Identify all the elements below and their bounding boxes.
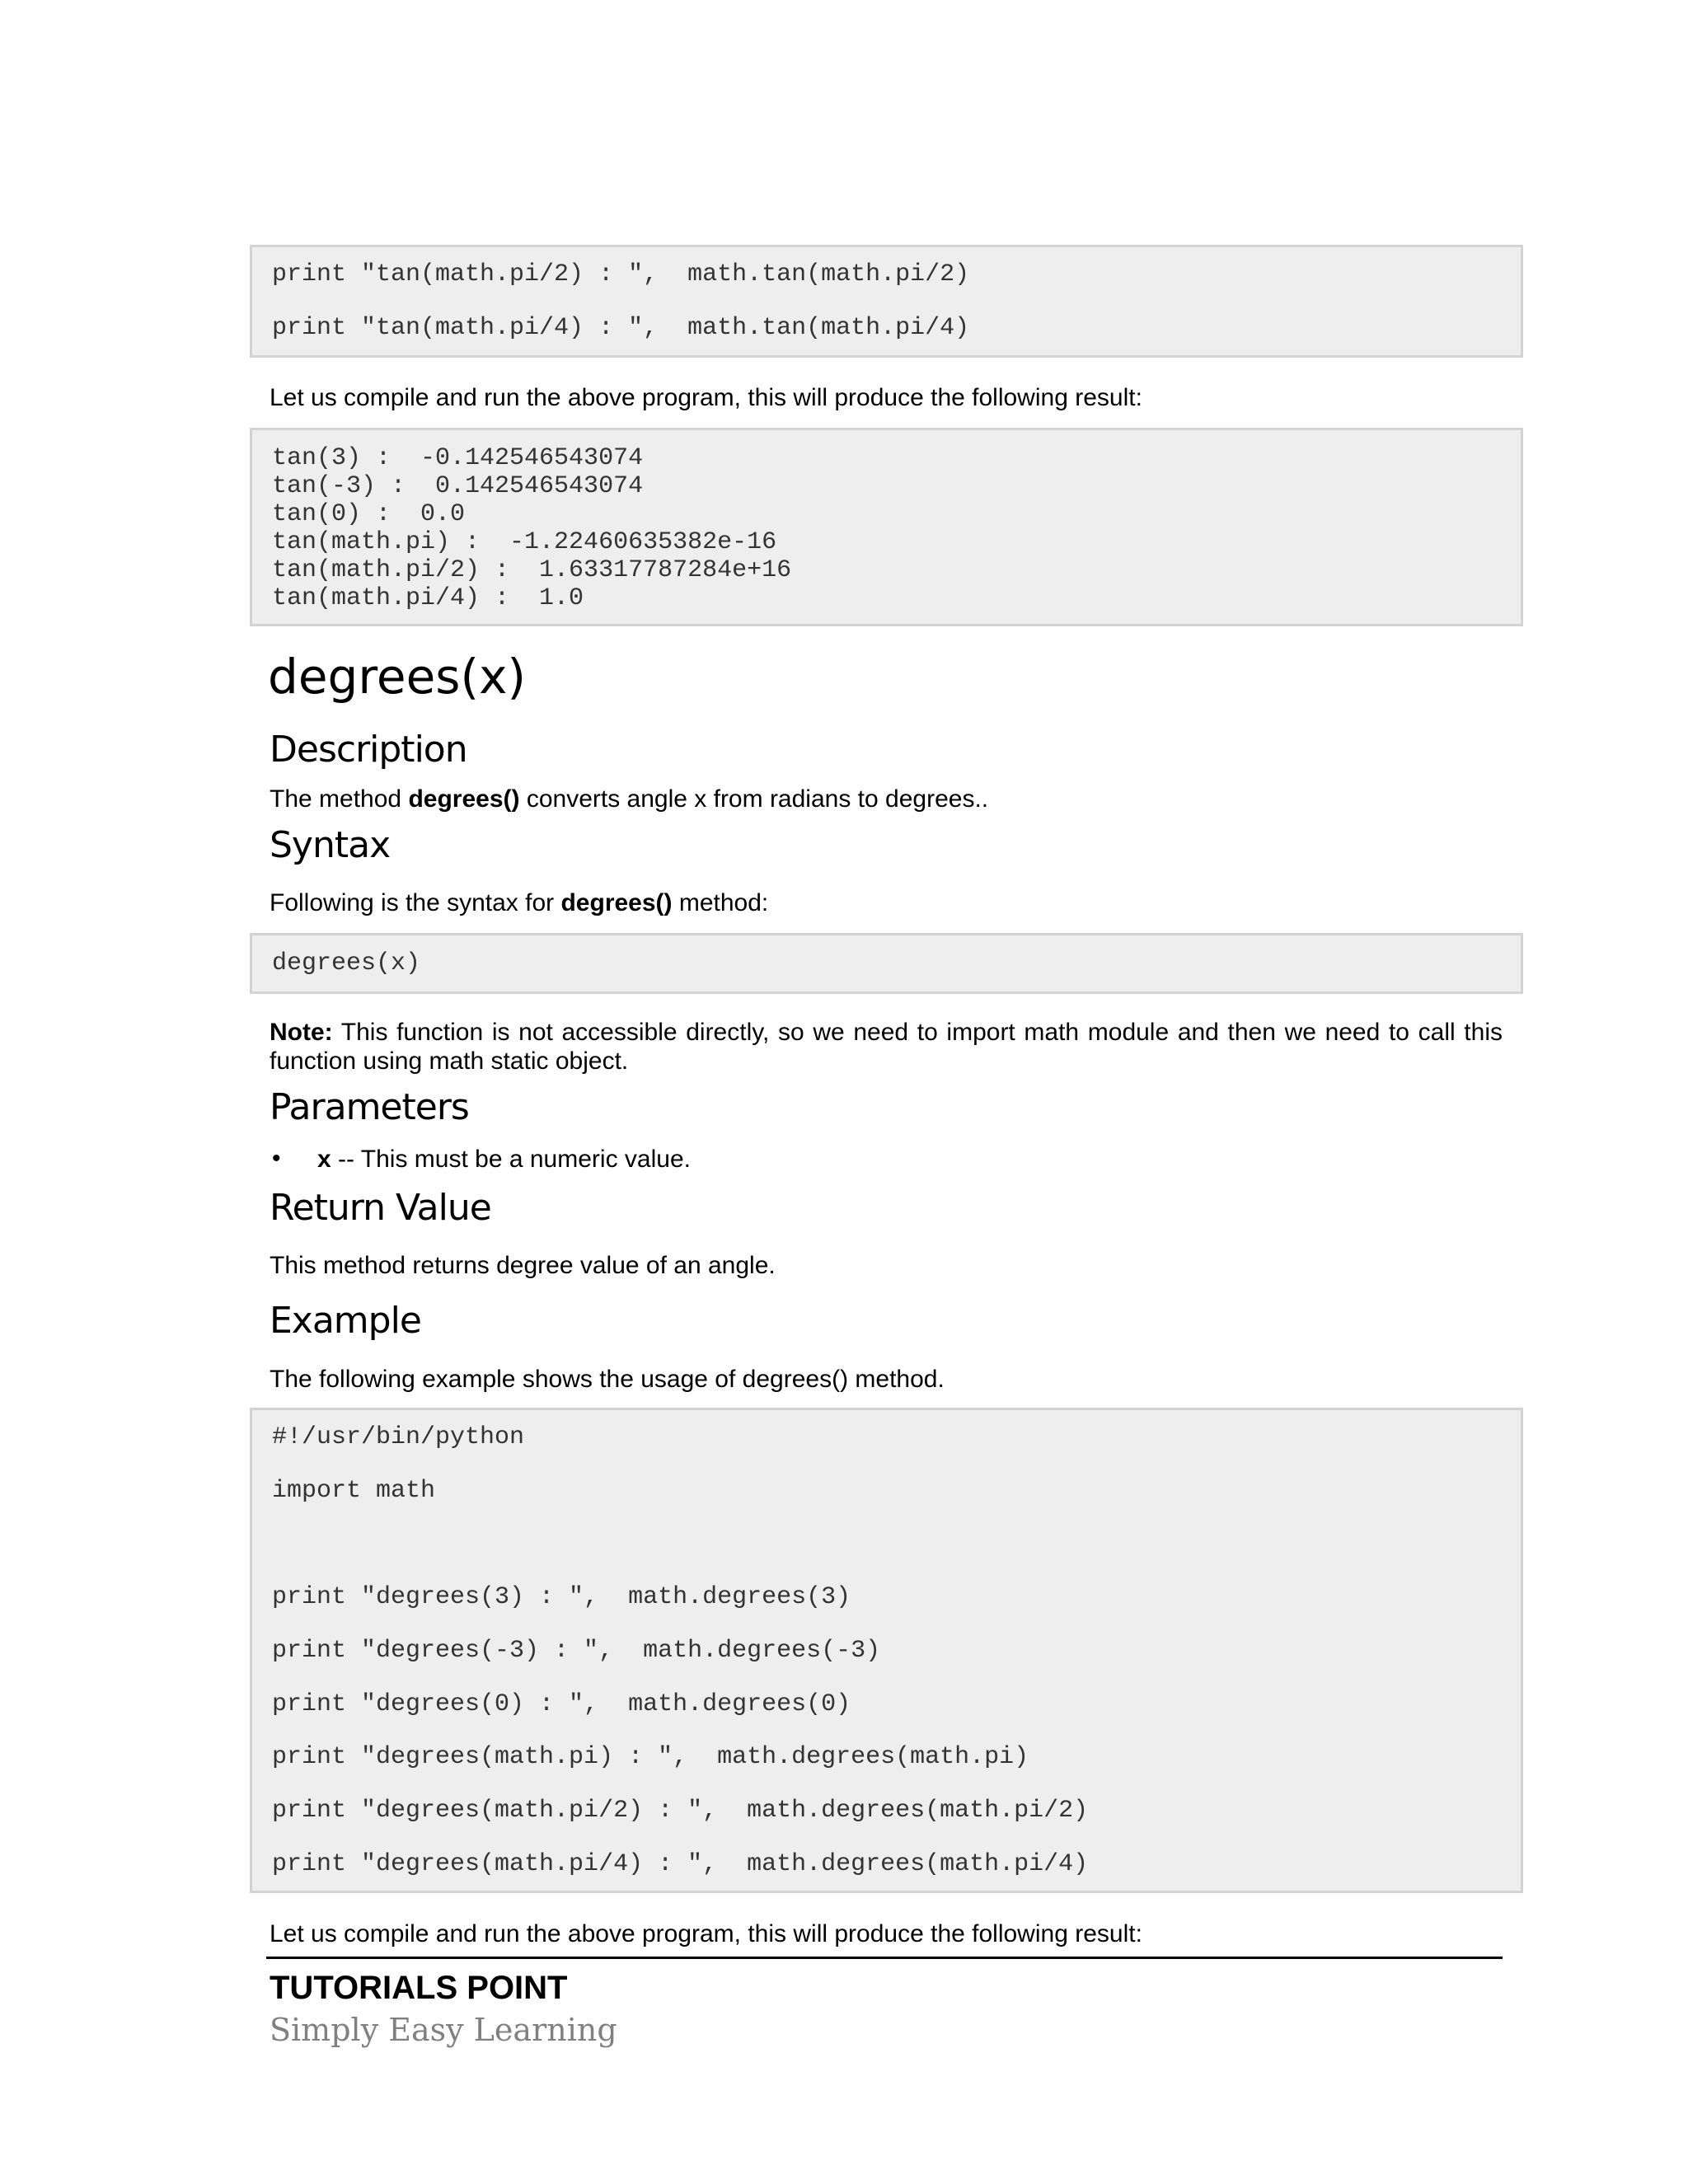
footer-divider xyxy=(266,1957,1503,1959)
footer-brand: TUTORIALS POINT xyxy=(270,1970,568,2006)
output-line: tan(math.pi/2) : 1.63317787284e+16 xyxy=(272,556,792,584)
description-text xyxy=(270,785,988,814)
code-line: print "degrees(math.pi/2) : ", math.degrees(math.pi/2) xyxy=(272,1797,1089,1825)
footer-tagline: Simply Easy Learning xyxy=(270,2012,617,2048)
example-code-block xyxy=(250,1408,1523,1893)
description-method-name: degrees() xyxy=(408,785,520,813)
code-line: print "degrees(3) : ", math.degrees(3) xyxy=(272,1583,851,1611)
note-paragraph xyxy=(270,1018,1503,1076)
example-text: The following example shows the usage of degrees() method. xyxy=(270,1366,945,1393)
code-line: print "tan(math.pi/2) : ", math.tan(math.pi/2) xyxy=(272,260,970,288)
bullet-icon: • xyxy=(272,1145,281,1172)
syntax-text-end: method: xyxy=(672,889,769,916)
code-line: print "degrees(-3) : ", math.degrees(-3) xyxy=(272,1637,881,1665)
code-line: print "degrees(math.pi) : ", math.degrees(math.pi) xyxy=(272,1743,1029,1771)
description-text-start: The method xyxy=(270,785,409,813)
code-line: print "degrees(math.pi/4) : ", math.degrees(math.pi/4) xyxy=(272,1850,1089,1878)
code-line: print "degrees(0) : ", math.degrees(0) xyxy=(272,1690,851,1718)
output-line: tan(-3) : 0.142546543074 xyxy=(272,472,644,500)
code-line: #!/usr/bin/python xyxy=(272,1423,525,1451)
syntax-code-block xyxy=(250,933,1523,994)
note-text: This function is not accessible directly, so we need to import math module and then we need to call this function using math static object. xyxy=(270,1019,1503,1075)
section-title: degrees(x) xyxy=(268,649,527,705)
code-line: import math xyxy=(272,1477,436,1505)
return-value-heading: Return Value xyxy=(270,1187,491,1229)
syntax-method-name: degrees() xyxy=(560,889,673,916)
return-value-text: This method returns degree value of an angle. xyxy=(270,1252,776,1279)
syntax-heading: Syntax xyxy=(270,824,391,866)
output-line: tan(3) : -0.142546543074 xyxy=(272,444,644,472)
syntax-text-start: Following is the syntax for xyxy=(270,889,561,916)
tan-code-block xyxy=(250,245,1523,358)
output-line: tan(math.pi) : -1.22460635382e-16 xyxy=(272,528,777,556)
syntax-text xyxy=(270,888,768,918)
description-heading: Description xyxy=(270,729,467,771)
output-line: tan(0) : 0.0 xyxy=(272,500,466,528)
example-heading: Example xyxy=(270,1300,421,1342)
parameters-heading: Parameters xyxy=(270,1086,469,1128)
output-line: tan(math.pi/4) : 1.0 xyxy=(272,584,584,612)
parameter-description: -- This must be a numeric value. xyxy=(331,1146,691,1173)
parameter-item xyxy=(317,1145,691,1174)
syntax-code: degrees(x) xyxy=(272,949,421,977)
tan-output-block xyxy=(250,428,1523,626)
code-line: print "tan(math.pi/4) : ", math.tan(math.pi/4) xyxy=(272,314,970,342)
result-intro-text: Let us compile and run the above program, this will produce the following result: xyxy=(270,1920,1142,1947)
parameter-name: x xyxy=(317,1146,331,1173)
note-label: Note: xyxy=(270,1019,333,1046)
description-text-end: converts angle x from radians to degrees.. xyxy=(519,785,989,813)
result-intro-text: Let us compile and run the above program, this will produce the following result: xyxy=(270,384,1142,411)
